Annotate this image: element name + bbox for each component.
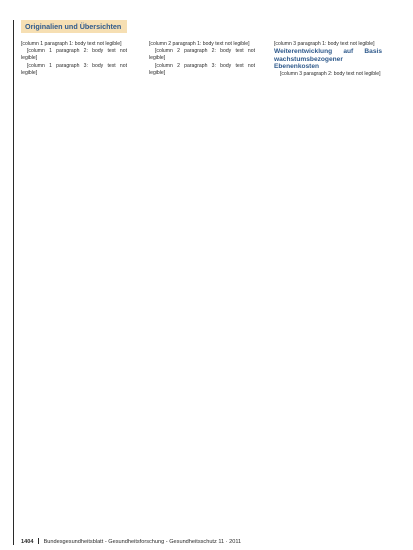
paragraph: [column 3 paragraph 1: body text not legible] xyxy=(274,41,375,47)
section-tag: Originalien und Übersichten xyxy=(21,20,127,33)
paragraph: [column 2 paragraph 1: body text not legible] xyxy=(149,41,250,47)
section-heading: Weiterentwicklung auf Basis wachstumsbezogener Ebenenkosten xyxy=(274,48,382,71)
journal-citation: Bundesgesundheitsblatt - Gesundheitsforschung - Gesundheitsschutz 11 · 2011 xyxy=(43,539,242,545)
paragraph: [column 1 paragraph 3: body text not legible] xyxy=(21,62,127,76)
paragraph: [column 1 paragraph 1: body text not legible] xyxy=(21,41,122,47)
page-number: 1404 xyxy=(21,539,34,545)
text-column-2 xyxy=(149,41,255,77)
margin-rule xyxy=(13,20,14,545)
paragraph: [column 2 paragraph 2: body text not legible] xyxy=(149,48,255,62)
page-footer xyxy=(21,538,241,546)
footer-divider xyxy=(38,538,39,544)
text-column-3 xyxy=(274,41,382,78)
paragraph: [column 1 paragraph 2: body text not legible] xyxy=(21,48,127,62)
paragraph: [column 3 paragraph 2: body text not legible] xyxy=(280,70,381,77)
paragraph: [column 2 paragraph 3: body text not legible] xyxy=(149,62,255,76)
text-column-1 xyxy=(21,41,127,77)
